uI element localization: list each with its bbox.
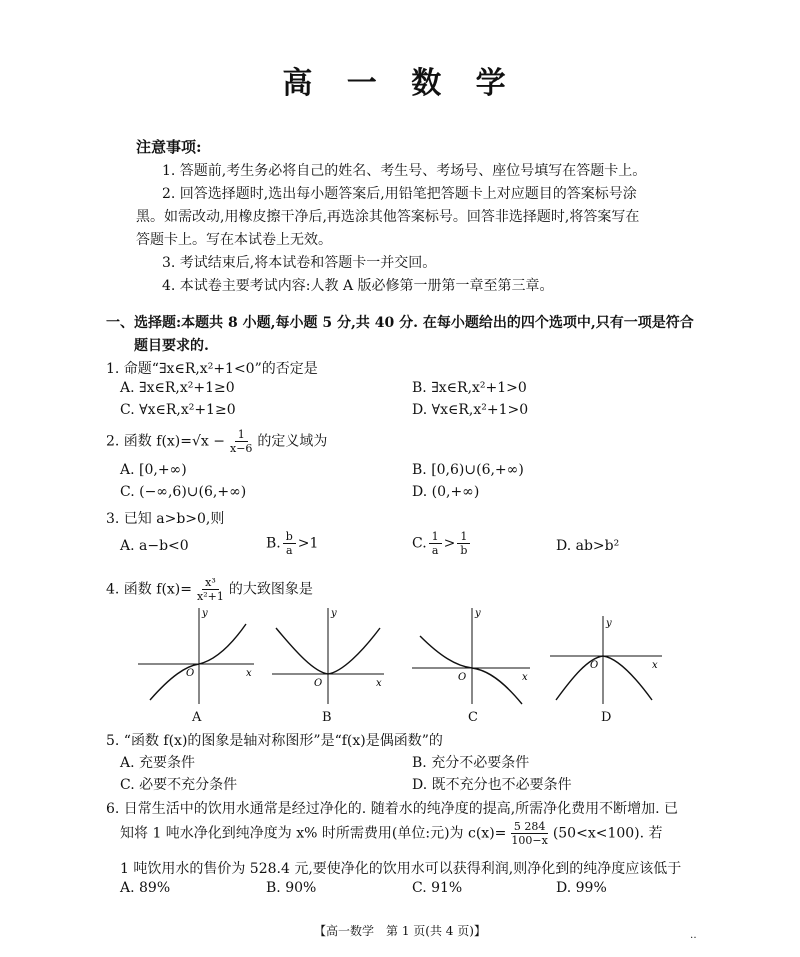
q5-option-a: A. 充要条件 <box>120 755 196 771</box>
q3-c-mid: > <box>443 535 456 552</box>
q1-option-d: D. ∀x∈R,x²+1>0 <box>412 402 529 418</box>
q3-b-fraction <box>283 530 296 557</box>
q4-graph-c-origin: O <box>458 672 467 683</box>
q6-frac-num: 5 284 <box>511 820 549 834</box>
q6-option-d: D. 99% <box>556 880 607 896</box>
q3-c-label: C. <box>412 535 427 552</box>
q3-option-b <box>266 530 318 557</box>
q4-graph-a-label: A <box>192 710 202 725</box>
q4-graph-b-x-label: x <box>376 678 382 689</box>
q3-c-fraction-1 <box>429 530 442 557</box>
q3-option-c <box>412 530 472 557</box>
q4-stem-pre: 4. 函数 f(x)= <box>106 581 192 598</box>
q4-stem-post: 的大致图象是 <box>228 581 313 598</box>
q3-c-num2: 1 <box>457 530 470 544</box>
q6-line-3: 1 吨饮用水的售价为 528.4 元,要使净化的饮用水可以获得利润,则净化到的纯净度应该低于 <box>120 861 682 877</box>
notice-line-6: 4. 本试卷主要考试内容:人教 A 版必修第一册第一章至第三章。 <box>162 278 554 294</box>
q3-option-d: D. ab>b² <box>556 538 620 554</box>
notice-heading: 注意事项: <box>136 138 202 156</box>
q6-frac-den: 100−x <box>511 834 548 847</box>
q2-option-c: C. (−∞,6)∪(6,+∞) <box>120 484 247 500</box>
q4-graph-d-origin: O <box>590 660 599 671</box>
q6-option-a: A. 89% <box>120 880 171 896</box>
q6-fraction <box>508 820 550 847</box>
q6-option-b: B. 90% <box>266 880 317 896</box>
q3-stem: 3. 已知 a>b>0,则 <box>106 511 225 527</box>
q3-c-fraction-2 <box>457 530 470 557</box>
q1-option-b: B. ∃x∈R,x²+1>0 <box>412 380 527 396</box>
q2-stem-post: 的定义域为 <box>257 433 328 450</box>
q4-graph-c <box>410 604 534 708</box>
q6-line-1: 6. 日常生活中的饮用水通常是经过净化的. 随着水的纯净度的提高,所需净化费用不断增加. 已 <box>106 801 679 817</box>
q4-graph-c-x-label: x <box>522 672 528 683</box>
q4-graph-d-y-label: y <box>606 618 612 629</box>
q4-frac-num: x³ <box>202 576 219 590</box>
q1-stem: 1. 命题“∃x∈R,x²+1<0”的否定是 <box>106 361 318 377</box>
page-footer: 【高一数学 第 1 页(共 4 页)】 <box>314 924 486 938</box>
notice-line-3: 黑。如需改动,用橡皮擦干净后,再选涂其他答案标号。回答非选择题时,将答案写在 <box>136 209 640 225</box>
q1-option-c: C. ∀x∈R,x²+1≥0 <box>120 402 236 418</box>
q2-stem-pre: 2. 函数 f(x)=√x − <box>106 433 225 450</box>
q3-c-den1: a <box>431 544 439 557</box>
q3-b-den: a <box>285 544 293 557</box>
section-heading: 一、选择题:本题共 8 小题,每小题 5 分,共 40 分. 在每小题给出的四个选项中,只有一项是符合 <box>106 315 694 331</box>
q4-graph-b-label: B <box>322 710 332 725</box>
q2-option-a: A. [0,+∞) <box>120 462 187 478</box>
q4-graph-a-y-label: y <box>202 608 208 619</box>
q1-option-a: A. ∃x∈R,x²+1≥0 <box>120 380 235 396</box>
notice-line-2: 2. 回答选择题时,选出每小题答案后,用铅笔把答题卡上对应题目的答案标号涂 <box>162 186 637 202</box>
q2-frac-den: x−6 <box>230 442 253 455</box>
q2-fraction <box>227 428 255 455</box>
q4-graph-a-x-label: x <box>246 668 252 679</box>
q4-graph-c-label: C <box>468 710 478 725</box>
q6-line-2 <box>120 820 663 847</box>
notice-line-1: 1. 答题前,考生务必将自己的姓名、考生号、考场号、座位号填写在答题卡上。 <box>162 163 647 179</box>
q4-graph-d-x-label: x <box>652 660 658 671</box>
q3-c-num1: 1 <box>429 530 442 544</box>
q2-option-d: D. (0,+∞) <box>412 484 480 500</box>
q3-b-label: B. <box>266 535 281 552</box>
q4-fraction <box>194 576 227 603</box>
section-heading-cont: 题目要求的. <box>134 338 209 354</box>
q4-graph-d <box>548 614 666 708</box>
q4-graph-a <box>136 604 258 708</box>
q6-line-2-post: (50<x<100). 若 <box>552 825 663 842</box>
q6-option-c: C. 91% <box>412 880 463 896</box>
notice-line-5: 3. 考试结束后,将本试卷和答题卡一并交回。 <box>162 255 437 271</box>
q3-c-den2: b <box>460 544 468 557</box>
q2-frac-num: 1 <box>235 428 248 442</box>
q4-graph-b-origin: O <box>314 678 323 689</box>
q2-stem <box>106 428 327 455</box>
q5-option-c: C. 必要不充分条件 <box>120 777 238 793</box>
q3-b-post: >1 <box>297 535 319 552</box>
q6-line-2-pre: 知将 1 吨水净化到纯净度为 x% 时所需费用(单位:元)为 c(x)= <box>120 825 507 842</box>
q2-option-b: B. [0,6)∪(6,+∞) <box>412 462 524 478</box>
q5-option-b: B. 充分不必要条件 <box>412 755 530 771</box>
q5-option-d: D. 既不充分也不必要条件 <box>412 777 572 793</box>
corner-mark: ‥ <box>690 930 697 941</box>
page-title: 高 一 数 学 <box>282 66 518 101</box>
q3-option-a: A. a−b<0 <box>120 538 189 554</box>
q4-frac-den: x²+1 <box>197 590 224 603</box>
notice-line-4: 答题卡上。写在本试卷上无效。 <box>136 232 332 248</box>
q3-b-num: b <box>283 530 296 544</box>
q4-graph-d-label: D <box>601 710 612 725</box>
q4-graph-b <box>270 604 388 708</box>
q4-graph-b-y-label: y <box>331 608 337 619</box>
q4-stem <box>106 576 313 603</box>
q5-stem: 5. “函数 f(x)的图象是轴对称图形”是“f(x)是偶函数”的 <box>106 733 443 749</box>
q4-graph-c-y-label: y <box>475 608 481 619</box>
q4-graph-a-origin: O <box>186 668 195 679</box>
